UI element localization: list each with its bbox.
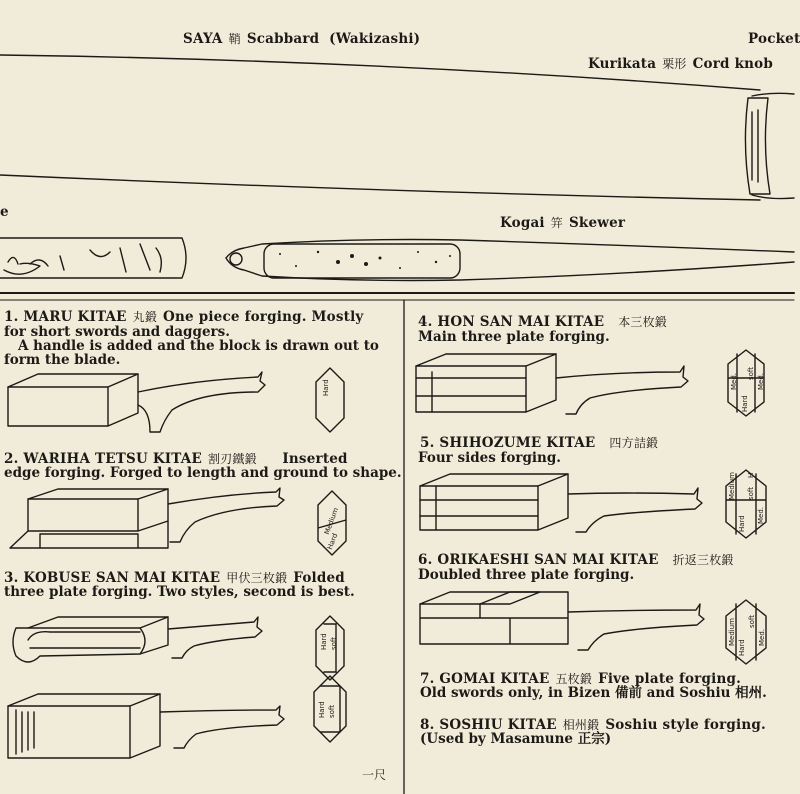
label-h-5: H <box>747 472 755 478</box>
label-soft-4: soft <box>747 366 755 380</box>
pocket-label: Pocket <box>748 31 800 47</box>
kogai-skewer-drawing <box>226 240 794 281</box>
section-4-line-1: Main three plate forging. <box>418 329 610 345</box>
kogai-label: Kogai 笄 Skewer <box>500 215 626 231</box>
section-8-title: 8. SOSHIU KITAE 相州鍛 Soshiu style forging. <box>420 717 766 733</box>
kogai-panel-texture <box>279 251 451 269</box>
label-hard-2: Hard <box>326 532 340 551</box>
section-3-title: 3. KOBUSE SAN MAI KITAE 甲伏三枚鍛 Folded <box>4 570 345 586</box>
label-hard-5: Hard <box>738 515 746 532</box>
section-1-line-3: form the blade. <box>4 352 121 368</box>
edge-fragment-label: e <box>0 204 9 220</box>
hon-san-mai-block-drawing <box>416 354 688 414</box>
section-1-title: 1. MARU KITAE 丸鍛 One piece forging. Mostly <box>4 309 364 325</box>
footer-measure: 一尺 <box>362 768 387 782</box>
label-hard-4: Hard <box>741 395 749 412</box>
section-1-line-2: A handle is added and the block is drawn out to <box>18 338 379 354</box>
section-2-title: 2. WARIHA TETSU KITAE 割刃鐵鍛 Inserted <box>4 451 348 467</box>
label-hard-3: Hard <box>320 633 328 650</box>
label-soft-5: soft <box>747 486 755 500</box>
section-8-line-1: (Used by Masamune 正宗) <box>420 731 612 747</box>
wariha-block-drawing <box>10 488 284 548</box>
cord-knob-drawing <box>745 93 794 198</box>
saya-label: SAYA 鞘 Scabbard (Wakizashi) <box>183 31 421 47</box>
label-soft-3b: soft <box>328 704 336 718</box>
orikaeshi-block-drawing <box>420 592 704 650</box>
label-medium-2: Medium <box>323 506 341 536</box>
maru-kitae-cross-section <box>316 368 344 432</box>
scabbard-outline <box>0 55 760 200</box>
label-soft-6: soft <box>748 614 756 628</box>
section-6-line-1: Doubled three plate forging. <box>418 567 635 583</box>
label-medium-5: Medium <box>728 472 736 500</box>
section-2-line-1: edge forging. Forged to length and ground to shape. <box>4 465 402 481</box>
label-medium-6: Medium <box>728 618 736 646</box>
section-5-title: 5. SHIHOZUME KITAE 四方詰鍛 <box>420 435 659 451</box>
kurikata-label: Kurikata 栗形 Cord knob <box>588 56 774 72</box>
label-med-5: Med. <box>757 506 765 524</box>
label-med-6: Med. <box>758 628 766 646</box>
kobuse-fold-drawing <box>8 694 284 758</box>
kobuse-roll-drawing <box>13 617 262 662</box>
section-1-line-1: for short swords and daggers. <box>4 324 230 340</box>
label-hard-6: Hard <box>738 639 746 656</box>
label-hard-3b: Hard <box>318 701 326 718</box>
label-med-4b: Med. <box>757 372 765 390</box>
kozuka-handle-drawing <box>0 238 186 278</box>
section-5-line-1: Four sides forging. <box>418 450 561 466</box>
section-6-title: 6. ORIKAESHI SAN MAI KITAE 折返三枚鍛 <box>418 552 734 568</box>
shihozume-block-drawing <box>420 474 702 532</box>
label-hard-1: Hard <box>322 379 330 396</box>
section-4-title: 4. HON SAN MAI KITAE 本三枚鍛 <box>418 314 667 330</box>
label-soft-3: soft <box>330 636 338 650</box>
section-7-line-1: Old swords only, in Bizen 備前 and Soshiu 相州. <box>420 685 767 701</box>
maru-kitae-block-drawing <box>8 372 265 432</box>
label-med-4a: Med. <box>730 372 738 390</box>
section-7-title: 7. GOMAI KITAE 五枚鍛 Five plate forging. <box>420 671 741 687</box>
section-3-line-1: three plate forging. Two styles, second is best. <box>4 584 355 600</box>
